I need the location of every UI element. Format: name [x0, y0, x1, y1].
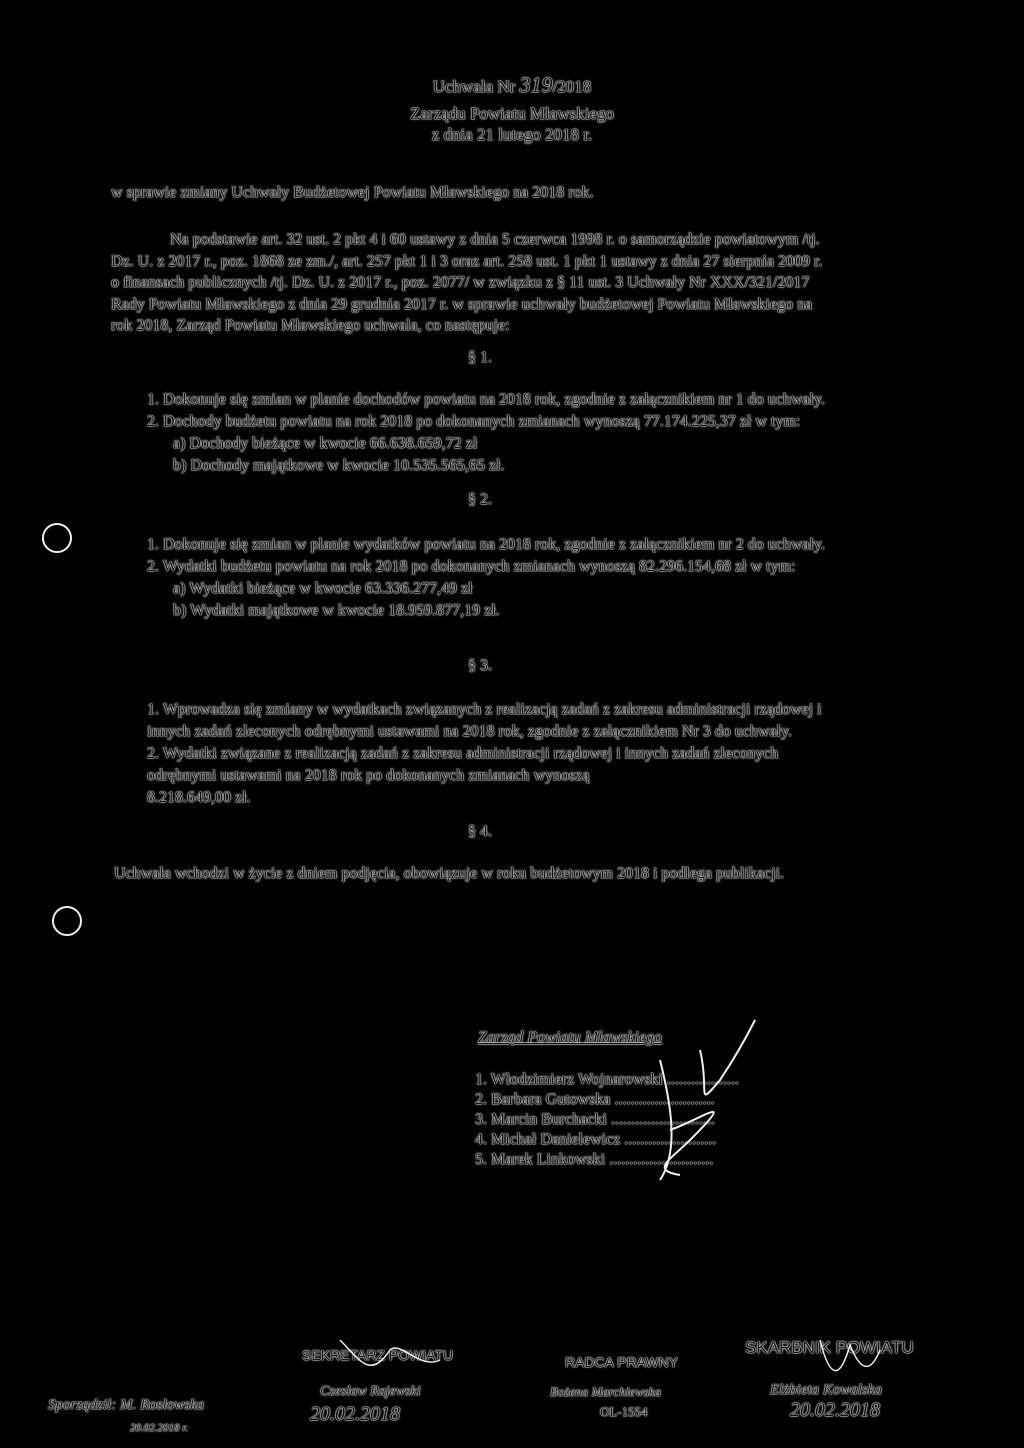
section-item: odrębnymi ustawami na 2018 rok po dokonanych zmianach wynoszą: [147, 767, 590, 784]
secretary-name: Czesław Rajewski: [320, 1384, 421, 1399]
punch-hole: [52, 906, 82, 936]
treasurer-signature-scribble: [810, 1330, 890, 1390]
board-signatures-title: Zarząd Powiatu Mławskiego: [478, 1029, 663, 1046]
board-member: 5. Marek Linkowski ..........................: [475, 1151, 714, 1168]
board-member: 1. Włodzimierz Wojnarowski ..................: [475, 1071, 739, 1088]
legal-name: Bożena Marchlewska: [550, 1384, 662, 1399]
board-member: 3. Marcin Burchacki ..........................: [475, 1111, 715, 1128]
section-item: 2. Wydatki budżetu powiatu na rok 2018 po dokonanych zmianach wynoszą 82.296.154,68 zł w tym:: [147, 558, 796, 575]
preamble-line: Rady Powiatu Mławskiego z dnia 29 grudnia 2017 r. w sprawie uchwały budżetowej Powiatu Mławskiego na: [111, 296, 813, 313]
legal-title: RADCA PRAWNY: [565, 1354, 679, 1370]
section-heading: § 3.: [468, 657, 492, 674]
secretary-signature-scribble: [320, 1330, 460, 1390]
section-item: a) Wydatki bieżące w kwocie 63.336.277,49 zł: [173, 580, 473, 597]
section-item: Uchwała wchodzi w życie z dniem podjęcia, obowiązuje w roku budżetowym 2018 i podlega publikacji.: [114, 865, 785, 882]
treasurer-date: 20.02.2018: [790, 1399, 880, 1421]
section-item: 1. Wprowadza się zmiany w wydatkach związanych z realizacją zadań z zakresu administracji rządowej i: [147, 701, 822, 718]
section-item: b) Dochody majątkowe w kwocie 10.535.565,65 zł.: [173, 457, 505, 474]
section-item: 8.218.649,00 zł.: [147, 789, 251, 806]
board-member: 4. Michał Danielewicz .......................: [475, 1131, 717, 1148]
board-name: Zarządu Powiatu Mławskiego: [410, 104, 614, 123]
preamble-line: rok 2018, Zarząd Powiatu Mławskiego uchwala, co następuje:: [111, 317, 510, 334]
board-member: 2. Barbara Gutowska .........................: [475, 1091, 715, 1108]
secretary-title: SEKRETARZ POWIATU: [302, 1347, 454, 1363]
secretary-date: 20.02.2018: [310, 1403, 400, 1425]
resolution-subject: w sprawie zmiany Uchwały Budżetowej Powiatu Mławskiego na 2018 rok.: [111, 184, 594, 201]
punch-hole: [42, 523, 72, 553]
prepared-by-date: 20.02.2018 r.: [130, 1422, 189, 1434]
section-item: 1. Dokonuje się zmian w planie wydatków powiatu na 2018 rok, zgodnie z załącznikiem nr 2 do uchwały.: [147, 536, 825, 553]
preamble-line: Dz. U. z 2017 r., poz. 1868 ze zm./, art. 257 pkt 1 i 3 oraz art. 258 ust. 1 pkt 1 ustawy z dnia 27 sierpnia 2009 r.: [111, 253, 823, 270]
section-item: a) Dochody bieżące w kwocie 66.638.659,72 zł: [173, 435, 478, 452]
section-heading: § 4.: [468, 823, 492, 840]
section-item: 2. Wydatki związane z realizacją zadań z zakresu administracji rządowej i innych zadań zleconych: [147, 745, 779, 762]
section-item: 2. Dochody budżetu powiatu na rok 2018 po dokonanych zmianach wynoszą 77.174.225,37 zł w tym:: [147, 413, 801, 430]
resolution-number: 319: [519, 72, 553, 97]
resolution-date: z dnia 21 lutego 2018 r.: [431, 125, 593, 144]
section-item: b) Wydatki majątkowe w kwocie 18.959.877,19 zł.: [173, 602, 500, 619]
section-item: innych zadań zleconych odrębnymi ustawami na 2018 rok, zgodnie z załącznikiem Nr 3 do uchwały.: [147, 723, 792, 740]
board-signature-scribble: [600, 1010, 780, 1200]
treasurer-title: SKARBNIK POWIATU: [745, 1338, 914, 1357]
section-item: 1. Dokonuje się zmian w planie dochodów powiatu na 2018 rok, zgodnie z załącznikiem nr 1 do uchwały.: [147, 391, 825, 408]
section-heading: § 2.: [468, 491, 492, 508]
resolution-title: Uchwała Nr 319/2018: [432, 72, 592, 97]
section-heading: § 1.: [468, 349, 492, 366]
treasurer-name: Elżbieta Kowalska: [770, 1382, 883, 1398]
prepared-by-note: Sporządził: M. Rosłowska: [48, 1397, 205, 1413]
legal-code: OL-1554: [600, 1404, 648, 1419]
preamble-line: o finansach publicznych /tj. Dz. U. z 2017 r., poz. 2077/ w związku z § 11 ust. 3 Uchwały Nr XXX/321/2017: [111, 274, 810, 291]
preamble-line: Na podstawie art. 32 ust. 2 pkt 4 i 60 ustawy z dnia 5 czerwca 1998 r. o samorządzie powiatowym /tj.: [170, 231, 820, 248]
